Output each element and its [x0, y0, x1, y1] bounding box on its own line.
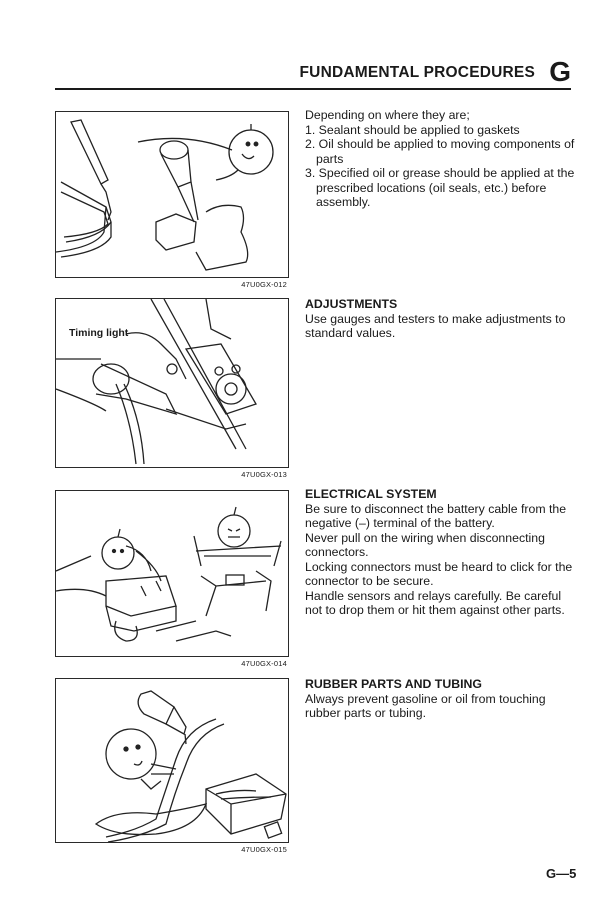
paragraph: Handle sensors and relays carefully. Be careful not to drop them or hit them against other parts. — [305, 588, 565, 617]
page-header — [55, 58, 571, 90]
paragraph: Locking connectors must be heard to click for the connector to be secure. — [305, 559, 573, 588]
figure-illustration — [55, 490, 289, 657]
section-heading: RUBBER PARTS AND TUBING — [305, 677, 482, 691]
intro-text: Depending on where they are; — [305, 108, 470, 122]
figure-illustration — [55, 678, 289, 843]
steps-list — [305, 123, 575, 210]
section-rubber-parts — [305, 677, 575, 721]
timing-light-label: Timing light — [69, 327, 129, 339]
paragraph: Always prevent gasoline or oil from touching rubber parts or tubing. — [305, 691, 546, 720]
section-heading: ELECTRICAL SYSTEM — [305, 487, 437, 501]
figure-caption: 47U0GX-015 — [241, 845, 287, 854]
paragraph: Be sure to disconnect the battery cable from the negative (–) terminal of the battery. — [305, 501, 567, 530]
section-electrical-system — [305, 487, 575, 618]
figure-electrical — [55, 490, 290, 668]
figure-sealant-oil — [55, 111, 290, 289]
figure-illustration — [55, 298, 289, 468]
paragraph: Never pull on the wiring when disconnecting connectors. — [305, 530, 545, 559]
section-sealant-oil — [305, 108, 575, 210]
sealant-application-illustration — [56, 112, 288, 277]
step-item: 2. Oil should be applied to moving components of parts — [305, 137, 575, 166]
figure-caption: 47U0GX-012 — [241, 280, 287, 289]
figure-caption: 47U0GX-014 — [241, 659, 287, 668]
step-item: 3. Specified oil or grease should be applied at the prescribed locations (oil seals, etc.) before assembly. — [305, 166, 575, 209]
figure-rubber-tubing — [55, 678, 290, 854]
step-item: 1. Sealant should be applied to gaskets — [305, 122, 520, 137]
page-title: FUNDAMENTAL PROCEDURES — [299, 64, 535, 81]
section-letter: G — [549, 56, 571, 87]
page-number: G—5 — [546, 866, 577, 881]
timing-light-illustration — [56, 299, 288, 467]
rubber-tubing-illustration — [56, 679, 288, 842]
section-heading: ADJUSTMENTS — [305, 297, 398, 311]
paragraph: Use gauges and testers to make adjustments to standard values. — [305, 311, 566, 340]
figure-caption: 47U0GX-013 — [241, 470, 287, 479]
figure-timing-light — [55, 298, 290, 479]
section-adjustments — [305, 297, 575, 341]
figure-illustration — [55, 111, 289, 278]
electrical-system-illustration — [56, 491, 288, 656]
